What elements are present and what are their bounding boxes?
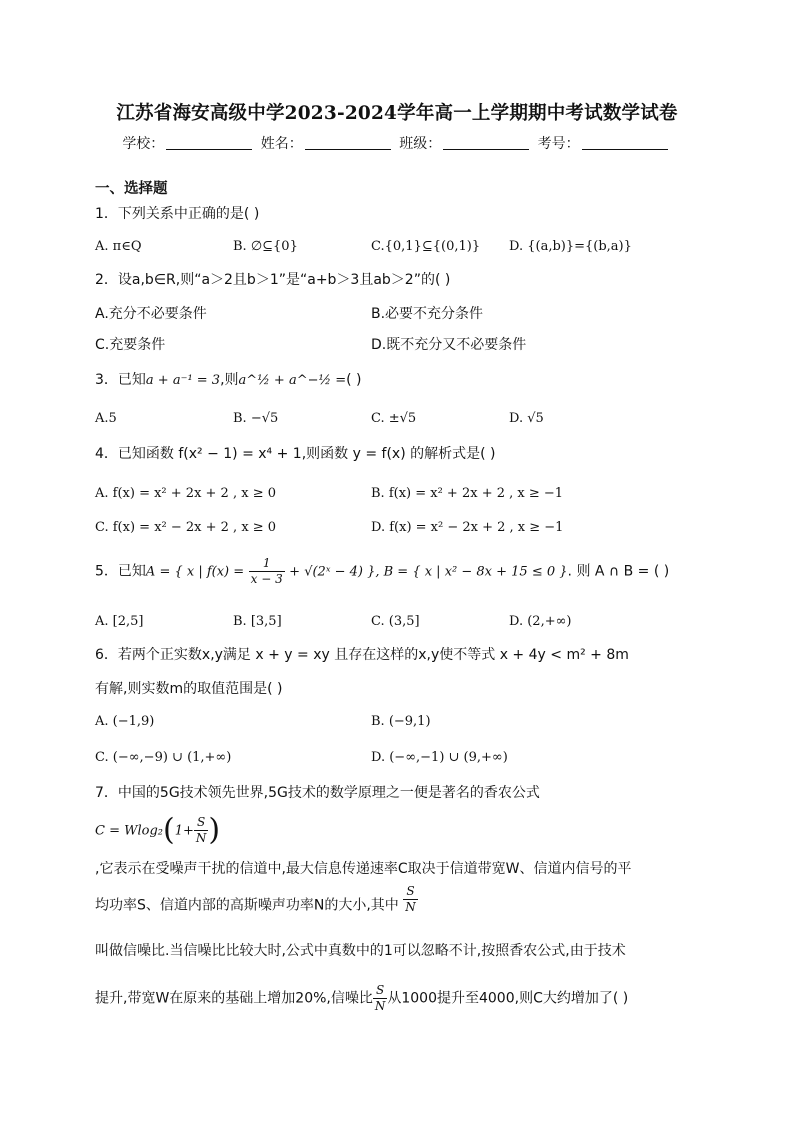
school-label: 学校： xyxy=(122,136,165,152)
question-6-option-d: D. (−∞,−1) ∪ (9,+∞) xyxy=(371,750,508,765)
question-2-option-b: B.必要不充分条件 xyxy=(371,306,484,322)
formula-one-plus: 1+ xyxy=(174,823,194,839)
question-1-option-b: B. ∅⊆{0} xyxy=(233,239,298,254)
class-blank[interactable] xyxy=(443,136,529,150)
formula-log-part: C = Wlog₂ xyxy=(95,823,163,839)
question-7-line-1: 7．中国的5G技术领先世界,5G技术的数学原理之一便是著名的香农公式 xyxy=(95,785,540,801)
question-2-option-d: D.既不充分又不必要条件 xyxy=(371,337,527,353)
question-5-text-post: . 则 A ∩ B = ( ) xyxy=(567,563,670,580)
question-6-option-b: B. (−9,1) xyxy=(371,714,431,729)
question-3-option-d: D. √5 xyxy=(509,411,544,426)
question-5-set-b: , B = { x | x² − 8x + 15 ≤ 0 } xyxy=(375,564,568,580)
question-7-line-3 xyxy=(95,884,418,915)
question-5-set-a-pre: A = { x | f(x) = xyxy=(145,564,245,580)
question-1-option-c: C.{0,1}⊆{(0,1)} xyxy=(371,239,481,254)
line3-frac-num: S xyxy=(403,884,418,900)
question-2-option-c: C.充要条件 xyxy=(95,337,166,353)
question-3-text-post: ( ) xyxy=(346,372,362,388)
question-2-stem: 2．设a,b∈R,则“a＞2且b＞1”是“a+b＞3且ab＞2”的( ) xyxy=(95,272,451,288)
formula-close-paren: ) xyxy=(208,812,221,848)
question-4-option-a: A. f(x) = x² + 2x + 2 , x ≥ 0 xyxy=(95,486,276,501)
question-1-option-a: A. π∈Q xyxy=(95,239,142,254)
line5-frac-den: N xyxy=(374,999,386,1013)
question-1-option-d: D. {(a,b)}={(b,a)} xyxy=(509,239,632,254)
school-blank[interactable] xyxy=(166,136,252,150)
formula-fraction xyxy=(194,815,209,846)
question-5-set-a-post: + √(2ˣ − 4) } xyxy=(289,564,376,580)
question-5-fraction xyxy=(249,556,285,587)
question-5-option-b: B. [3,5] xyxy=(233,614,282,629)
shannon-formula xyxy=(95,812,221,848)
question-3-text-mid: ,则 xyxy=(220,372,239,388)
question-5-text-pre: 5．已知 xyxy=(95,563,146,580)
class-label: 班级： xyxy=(399,136,442,152)
question-3-option-b: B. −√5 xyxy=(233,411,279,426)
question-5-option-a: A. [2,5] xyxy=(95,614,144,629)
question-7-line-5-pre: 提升,带宽W在原来的基础上增加20%,信噪比 xyxy=(95,990,373,1007)
formula-open-paren: ( xyxy=(162,812,175,848)
question-3-option-c: C. ±√5 xyxy=(371,411,417,426)
question-6-line-1: 6．若两个正实数x,y满足 x + y = xy 且存在这样的x,y使不等式 x + 4y < m² + 8m xyxy=(95,647,629,663)
question-4-option-d: D. f(x) = x² − 2x + 2 , x ≥ −1 xyxy=(371,520,564,535)
question-3-option-a: A.5 xyxy=(95,411,117,426)
question-4-stem: 4．已知函数 f(x² − 1) = x⁴ + 1,则函数 y = f(x) 的解析式是( ) xyxy=(95,446,496,462)
formula-den: N xyxy=(195,831,207,845)
question-6-option-a: A. (−1,9) xyxy=(95,714,155,729)
line5-frac-num: S xyxy=(373,983,388,999)
question-1-stem: 1．下列关系中正确的是( ) xyxy=(95,206,260,222)
question-4-option-c: C. f(x) = x² − 2x + 2 , x ≥ 0 xyxy=(95,520,277,535)
number-blank[interactable] xyxy=(582,136,668,150)
question-5-stem xyxy=(95,556,669,587)
question-5-option-d: D. (2,+∞) xyxy=(509,614,572,629)
question-7-line-2: ,它表示在受噪声干扰的信道中,最大信息传递速率C取决于信道带宽W、信道内信号的平 xyxy=(95,861,632,877)
question-7-line-5-fraction xyxy=(373,983,388,1014)
question-7-line-5 xyxy=(95,983,628,1014)
question-7-line-4: 叫做信噪比.当信噪比比较大时,公式中真数中的1可以忽略不计,按照香农公式,由于技术 xyxy=(95,943,626,959)
name-label: 姓名： xyxy=(260,136,303,152)
question-7-line-3-fraction xyxy=(403,884,418,915)
student-info-line xyxy=(0,136,794,153)
question-3-expr2: a^½ + a^−½ = xyxy=(238,373,347,388)
question-3-text-pre: 3．已知 xyxy=(95,372,146,388)
number-label: 考号： xyxy=(537,136,580,152)
question-4-option-b: B. f(x) = x² + 2x + 2 , x ≥ −1 xyxy=(371,486,564,501)
question-5-frac-num: 1 xyxy=(249,556,285,572)
question-3-stem xyxy=(95,372,361,389)
name-blank[interactable] xyxy=(305,136,391,150)
question-6-option-c: C. (−∞,−9) ∪ (1,+∞) xyxy=(95,750,232,765)
question-3-expr: a + a⁻¹ = 3 xyxy=(145,373,221,388)
question-6-line-2: 有解,则实数m的取值范围是( ) xyxy=(95,681,283,697)
question-7-line-5-post: 从1000提升至4000,则C大约增加了( ) xyxy=(387,990,629,1007)
exam-title: 江苏省海安高级中学2023-2024学年高一上学期期中考试数学试卷 xyxy=(116,103,678,124)
question-5-frac-den: x − 3 xyxy=(250,572,283,586)
line3-frac-den: N xyxy=(405,900,416,914)
question-5-option-c: C. (3,5] xyxy=(371,614,420,629)
section-heading: 一、选择题 xyxy=(95,181,168,197)
formula-num: S xyxy=(194,815,209,831)
question-2-option-a: A.充分不必要条件 xyxy=(95,306,207,322)
question-7-line-3-text: 均功率S、信道内部的高斯噪声功率N的大小,其中 xyxy=(95,897,399,914)
